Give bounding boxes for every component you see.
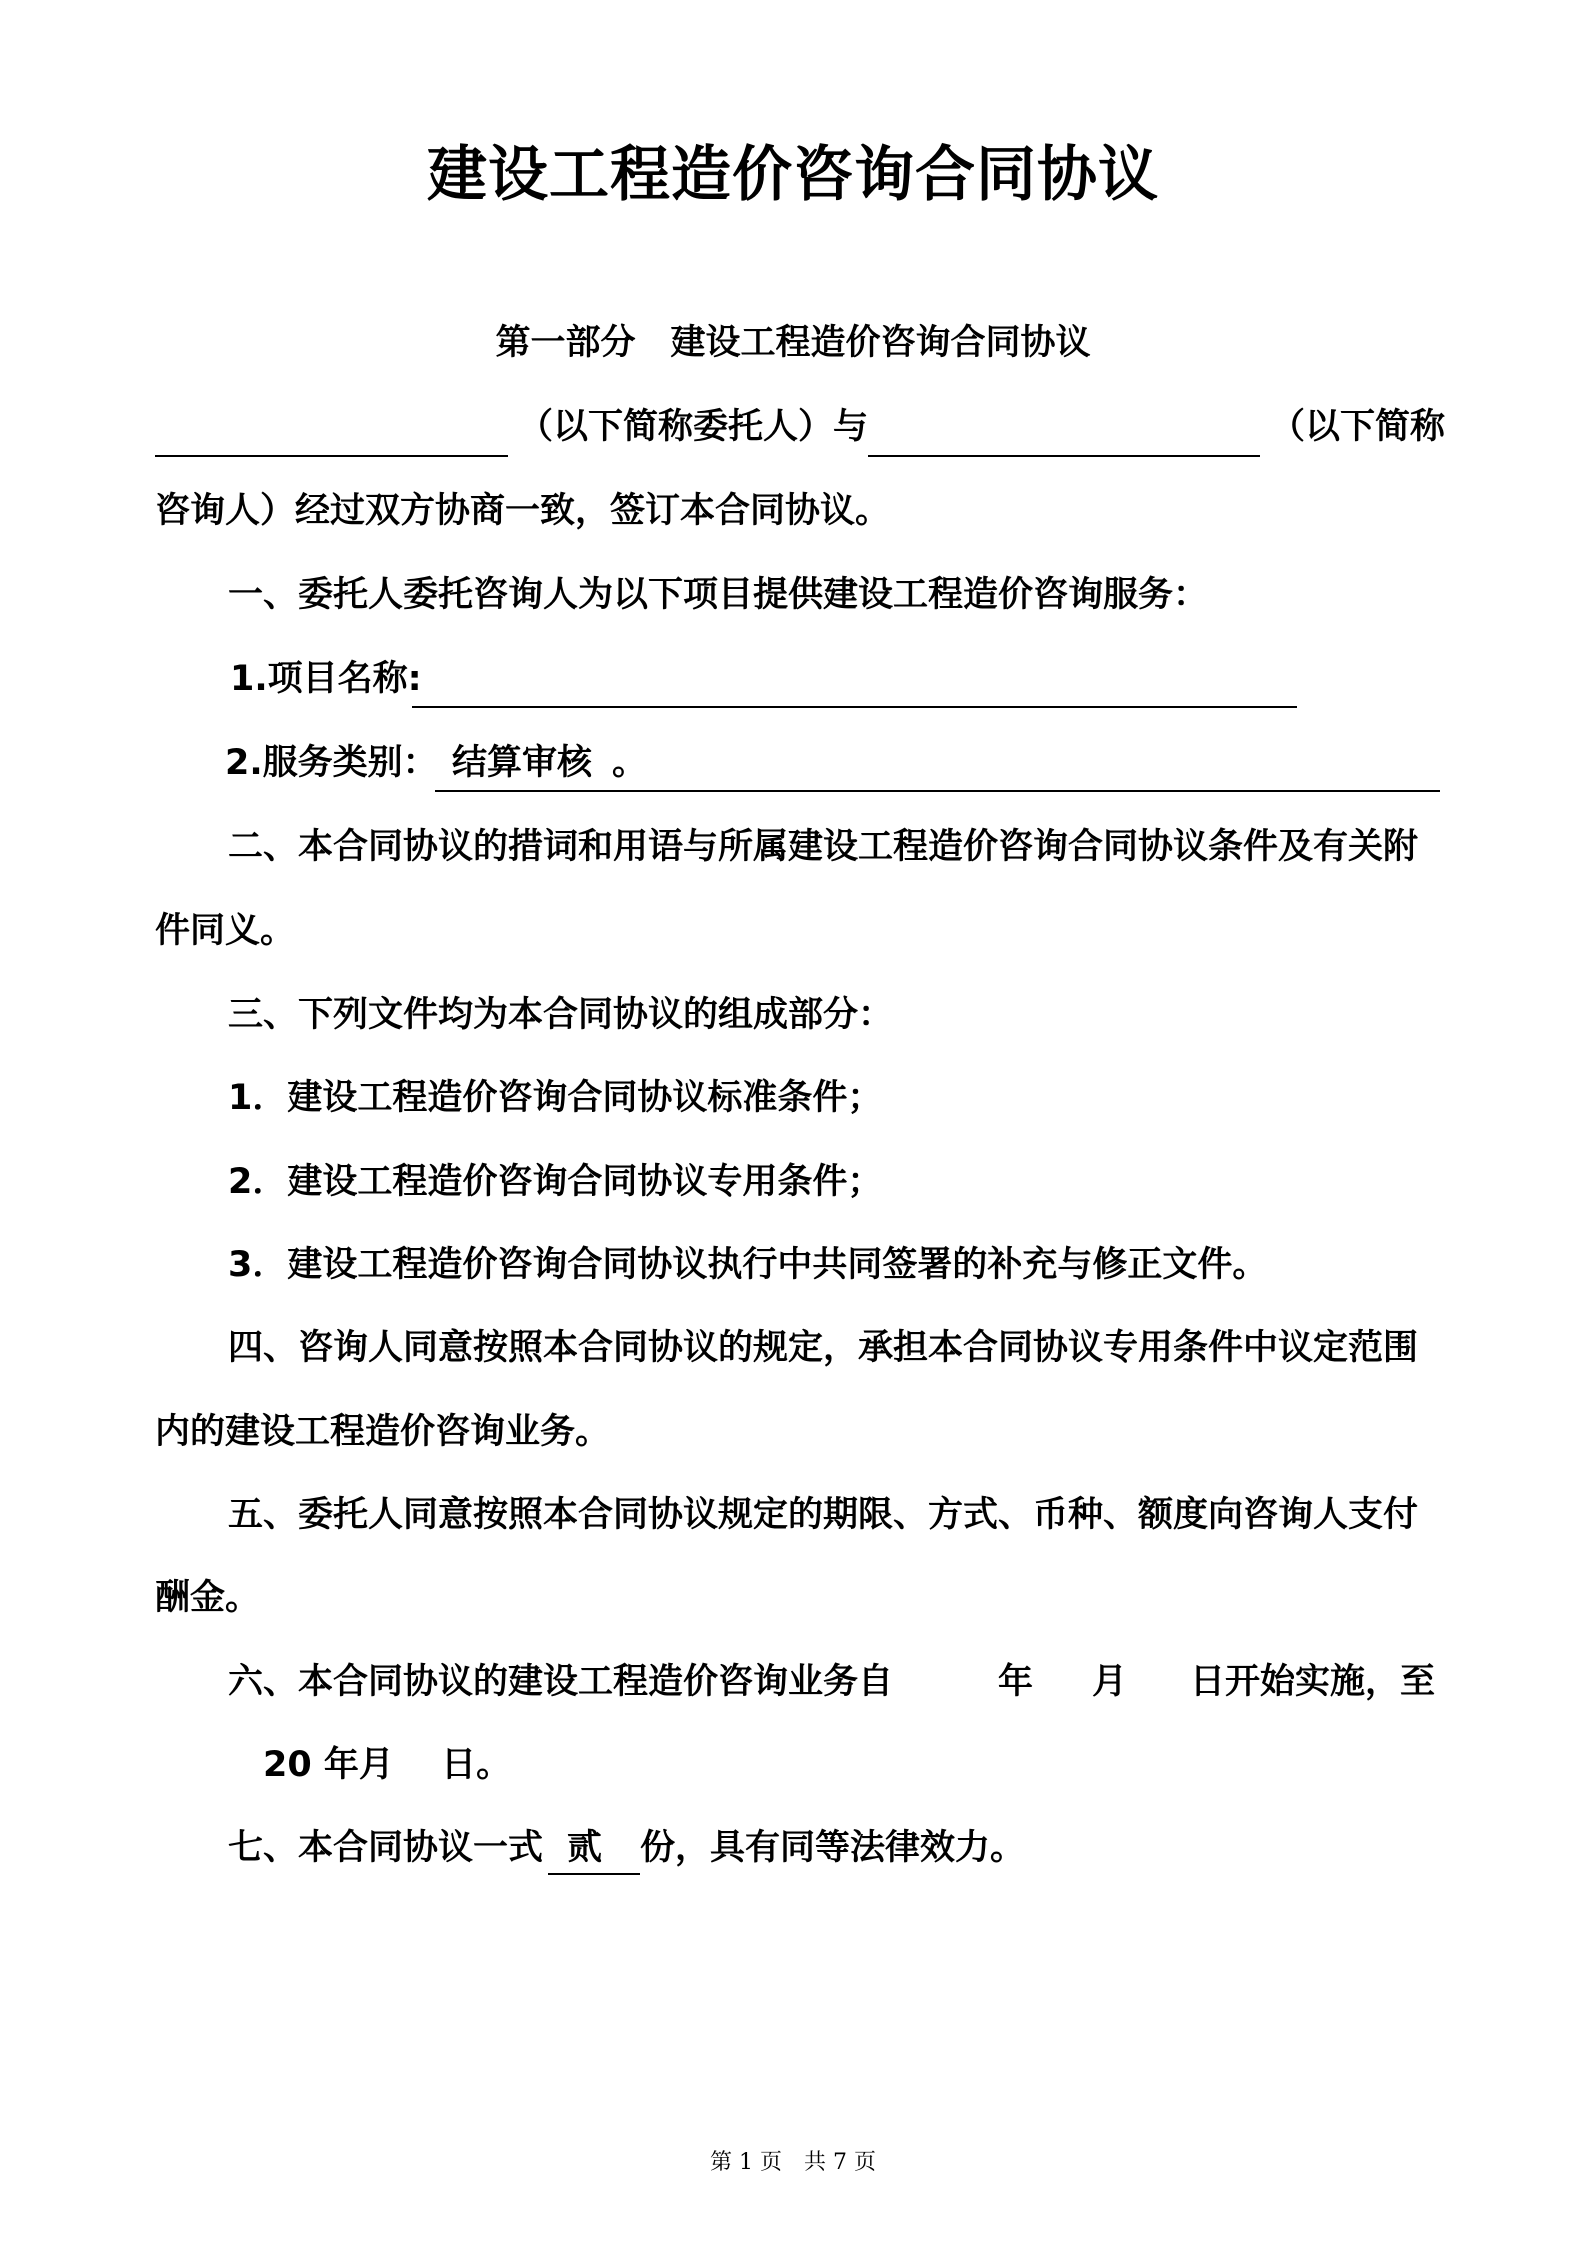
clause-5-b: 酬金。 (155, 1578, 261, 1618)
document-title: 建设工程造价咨询合同协议 (427, 140, 1159, 210)
clause-parties-b: （以下简称 (1270, 407, 1446, 447)
clause-6-a: 六、本合同协议的建设工程造价咨询业务自 (228, 1662, 894, 1702)
client-name-blank (155, 455, 508, 457)
start-day-label: 日开始实施，至 (1190, 1662, 1436, 1702)
clause-3: 三、下列文件均为本合同协议的组成部分： (228, 995, 894, 1035)
start-year-label: 年 (998, 1662, 1034, 1702)
clause-parties-c: 咨询人）经过双方协商一致，签订本合同协议。 (155, 491, 891, 531)
project-name-label: 1.项目名称: (230, 659, 422, 699)
clause-7-a: 七、本合同协议一式 (228, 1828, 544, 1868)
page-number: 第 1 页 共 7 页 (710, 2150, 876, 2175)
clause-parties-a: （以下简称委托人）与 (518, 407, 869, 447)
service-type-end: 。 (612, 743, 648, 783)
clause-2-a: 二、本合同协议的措词和用语与所属建设工程造价咨询合同协议条件及有关附 (228, 827, 1419, 867)
document-item-2: 2．建设工程造价咨询合同协议专用条件； (228, 1162, 883, 1202)
clause-5-a: 五、委托人同意按照本合同协议规定的期限、方式、币种、额度向咨询人支付 (228, 1495, 1419, 1535)
section-subtitle: 第一部分 建设工程造价咨询合同协议 (495, 323, 1091, 363)
clause-6-b: 20 年月 日。 (263, 1745, 512, 1785)
consultant-name-blank (868, 455, 1260, 457)
document-item-3: 3．建设工程造价咨询合同协议执行中共同签署的补充与修正文件。 (228, 1245, 1268, 1285)
project-name-blank (412, 706, 1297, 708)
service-type-value: 结算审核 (452, 743, 593, 783)
start-month-label: 月 (1092, 1662, 1128, 1702)
clause-2-b: 件同义。 (155, 911, 296, 951)
document-item-1: 1．建设工程造价咨询合同协议标准条件； (228, 1078, 883, 1118)
service-type-label: 2.服务类别： (225, 743, 438, 783)
service-type-blank (435, 790, 1440, 792)
clause-4-b: 内的建设工程造价咨询业务。 (155, 1412, 611, 1452)
clause-1: 一、委托人委托咨询人为以下项目提供建设工程造价咨询服务： (228, 575, 1209, 615)
clause-7-b: 份，具有同等法律效力。 (640, 1828, 1026, 1868)
copies-blank (548, 1873, 640, 1875)
copies-value: 贰 (567, 1828, 603, 1868)
clause-4-a: 四、咨询人同意按照本合同协议的规定，承担本合同协议专用条件中议定范围 (228, 1328, 1419, 1368)
